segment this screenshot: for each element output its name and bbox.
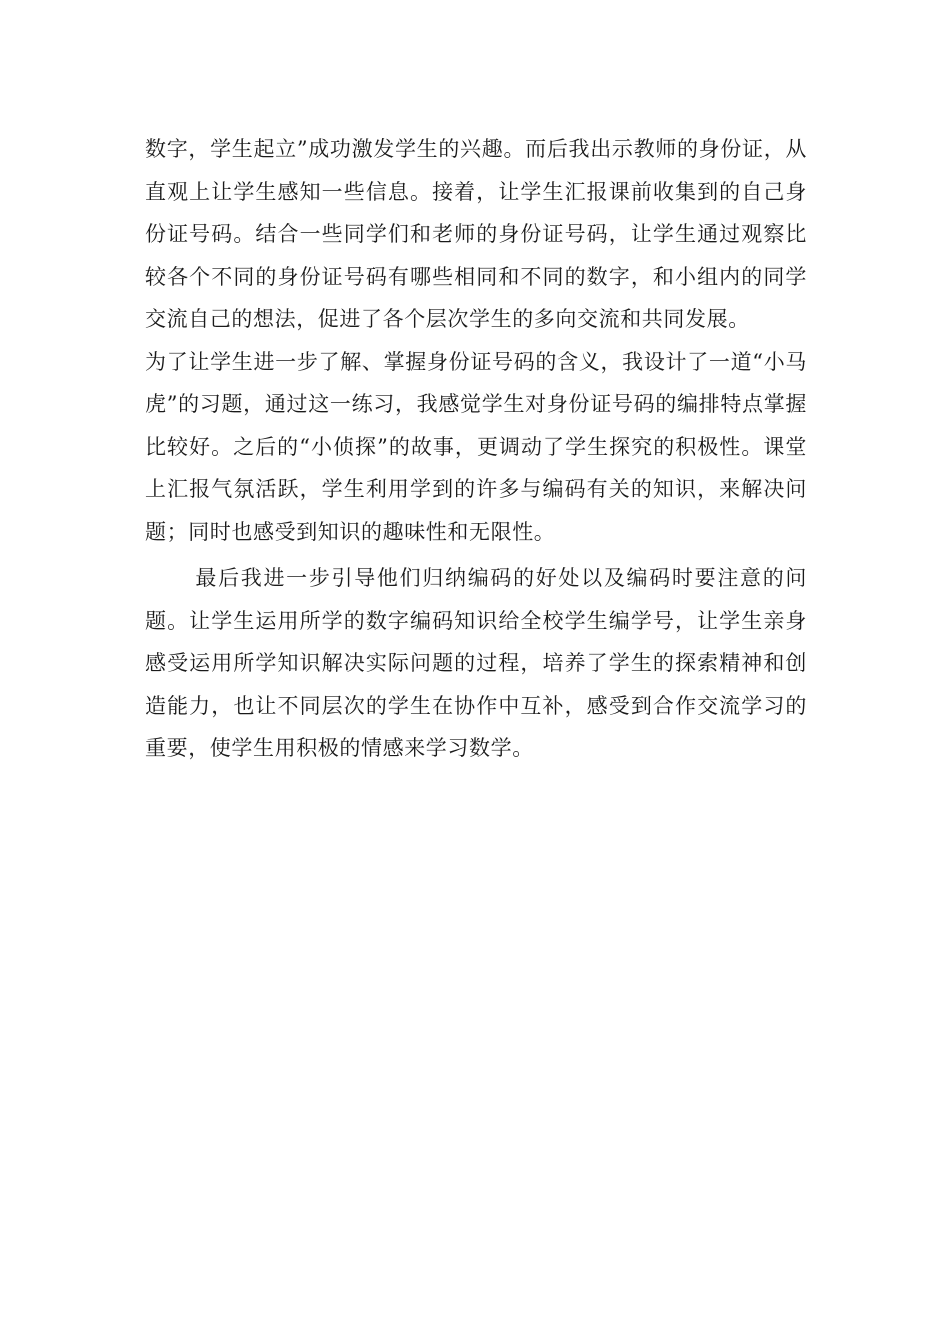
document-body [145, 128, 807, 770]
paragraph-1: 数字，学生起立”成功激发学生的兴趣。而后我出示教师的身份证，从直观上让学生感知一些信息。接着，让学生汇报课前收集到的自己身份证号码。结合一些同学们和老师的身份证号码，让学生通过观察比较各个不同的身份证号码有哪些相同和不同的数字，和小组内的同学交流自己的想法，促进了各个层次学生的多向交流和共同发展。 [145, 137, 807, 331]
paragraph-2: 为了让学生进一步了解、掌握身份证号码的含义，我设计了一道“小马虎”的习题，通过这一练习，我感觉学生对身份证号码的编排特点掌握比较好。之后的“小侦探”的故事，更调动了学生探究的积极性。课堂上汇报气氛活跃，学生利用学到的许多与编码有关的知识，来解决问题；同时也感受到知识的趣味性和无限性。 [145, 349, 807, 544]
paragraph-3: 最后我进一步引导他们归纳编码的好处以及编码时要注意的问题。让学生运用所学的数字编码知识给全校学生编学号，让学生亲身感受运用所学知识解决实际问题的过程，培养了学生的探索精神和创造能力，也让不同层次的学生在协作中互补，感受到合作交流学习的重要，使学生用积极的情感来学习数学。 [145, 566, 807, 760]
